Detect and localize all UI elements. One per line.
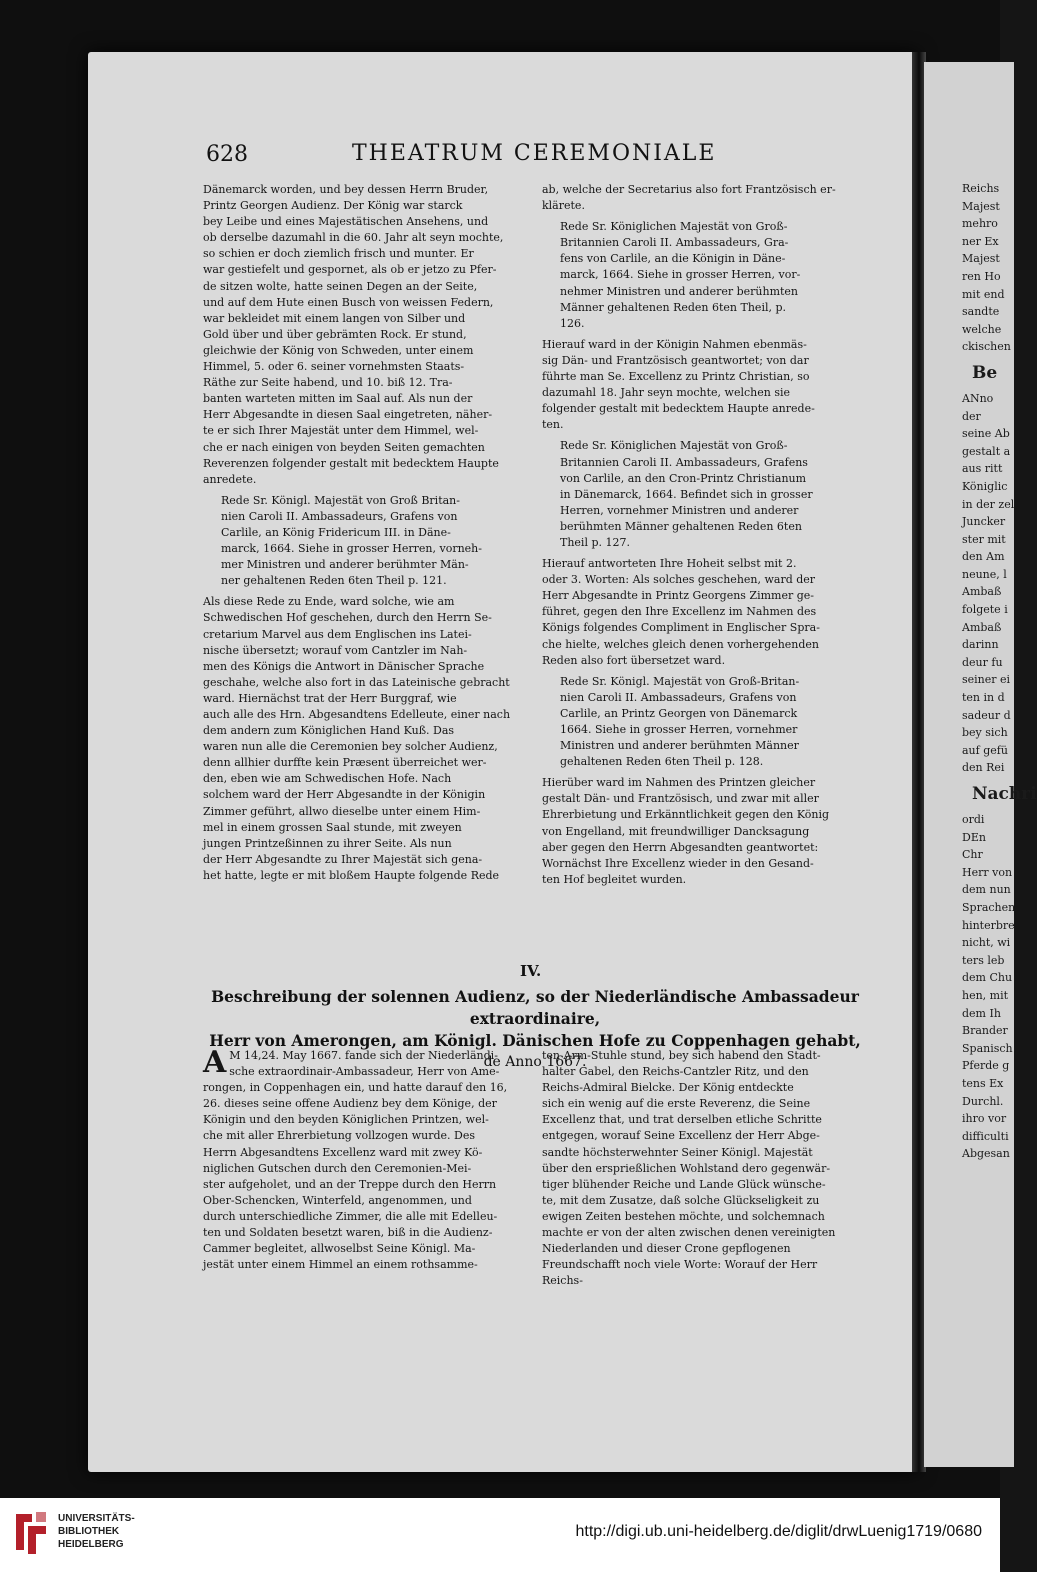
text-line: Königs folgendes Compliment in Englischer Spra-: [542, 621, 820, 635]
text-line: dem andern zum Königlichen Hand Kuß. Das: [203, 724, 455, 738]
text-line: waren nun alle die Ceremonien bey solcher Audienz,: [203, 740, 498, 754]
text-line: oder 3. Worten: Als solches geschehen, ward der: [542, 573, 816, 587]
facing-text-line: deur fu: [962, 655, 1003, 669]
text-line: Ehrerbietung und Erkänntlichkeit gegen den König: [542, 808, 830, 822]
left-paragraph-2: [203, 594, 528, 884]
text-line: mel in einem grossen Saal stunde, mit zweyen: [203, 820, 462, 834]
text-line: durch unterschiedliche Zimmer, die alle mit Edelleu-: [203, 1209, 498, 1223]
facing-text-line: bey sich: [962, 726, 1008, 740]
facing-text-line: Spanisch: [962, 1041, 1013, 1055]
facing-text-line: den Am: [962, 550, 1005, 564]
text-line: bey Leibe und eines Majestätischen Ansehens, und: [203, 215, 489, 229]
text-line: che hielte, welches gleich denen vorhergehenden: [542, 637, 820, 651]
facing-text-line: sandte: [962, 305, 1000, 319]
left-paragraph-1: [203, 182, 528, 488]
text-line: de sitzen wolte, hatte seinen Degen an der Seite,: [203, 279, 478, 293]
text-line: und auf dem Hute einen Busch von weissen Federn,: [203, 295, 494, 309]
text-line: ten.: [542, 418, 564, 432]
text-line: machte er von der alten zwischen denen vereinigten: [542, 1226, 836, 1240]
text-line: tiger blühender Reiche und Lande Glück wünsche-: [542, 1177, 826, 1191]
facing-text-line: ANno: [962, 391, 994, 405]
text-line: aber gegen den Herrn Abgesandten geantwortet:: [542, 840, 819, 854]
facing-page: [924, 62, 1037, 1467]
facing-text-line: Ambaß: [962, 585, 1002, 599]
text-line: anredete.: [203, 472, 257, 486]
facing-text-line: ten in d: [962, 691, 1005, 705]
text-line: Königin und den beyden Königlichen Printzen, wel-: [203, 1113, 489, 1127]
text-line: ab, welche der Secretarius also fort Frantzösisch er-: [542, 183, 836, 196]
text-line: entgegen, worauf Seine Excellenz der Herr Abge-: [542, 1129, 820, 1143]
reference-line: Britannien Caroli II. Ambassadeurs, Gra-: [560, 236, 789, 250]
text-line: che mit aller Ehrerbietung vollzogen wurde. Des: [203, 1129, 476, 1143]
text-line: geschahe, welche also fort in das Lateinische gebracht: [203, 675, 510, 689]
viewer-footer: [0, 1498, 1000, 1572]
text-line: Niederlanden und dieser Crone gepflogenen: [542, 1242, 791, 1256]
facing-text-line: Ambaß: [962, 620, 1002, 634]
facing-page-heading-2: Nachri: [972, 784, 1037, 804]
text-line: war bekleidet mit einem langen von Silber und: [203, 311, 466, 325]
facing-text-line: mehro: [962, 217, 998, 231]
reference-line: Britannien Caroli II. Ambassadeurs, Grafens: [560, 455, 808, 469]
reference-line: Rede Sr. Königlichen Majestät von Groß-: [560, 439, 788, 453]
facing-text-line: nicht, wi: [962, 936, 1011, 950]
text-line: auch alle des Hrn. Abgesandtens Edelleute, einer nach: [203, 708, 511, 721]
reference-line: nien Caroli II. Ambassadeurs, Grafens von: [221, 509, 458, 523]
reference-line: Rede Sr. Königl. Majestät von Groß-Britan-: [560, 674, 800, 688]
library-name-line-3: HEIDELBERG: [58, 1539, 124, 1550]
right-paragraph-3: [542, 556, 864, 669]
section-number: IV.: [520, 962, 542, 980]
facing-text-line: hinterbre: [962, 918, 1015, 932]
facing-text-line: Majest: [962, 199, 1000, 213]
facing-text-line: neune, l: [962, 567, 1007, 581]
text-line: Als diese Rede zu Ende, ward solche, wie am: [203, 595, 455, 609]
text-line: Hierauf antworteten Ihre Hoheit selbst mit 2.: [542, 557, 797, 571]
facing-text-line: Reichs: [962, 182, 1000, 195]
text-line: Gold über und über gebrämten Rock. Er stund,: [203, 327, 467, 341]
section-dateline: de Anno 1667.: [483, 1054, 587, 1070]
reference-line: nien Caroli II. Ambassadeurs, Grafens von: [560, 690, 797, 704]
reference-line: Rede Sr. Königl. Majestät von Groß Britan-: [221, 493, 460, 507]
running-title: THEATRUM CEREMONIALE: [352, 141, 717, 166]
text-line: sich ein wenig auf die erste Reverenz, die Seine: [542, 1097, 811, 1111]
text-line: men des Königs die Antwort in Dänischer Sprache: [203, 659, 485, 673]
text-line: Reichs-Admiral Bielcke. Der König entdeckte: [542, 1081, 794, 1095]
text-line: Excellenz that, und trat derselben etliche Schritte: [542, 1113, 822, 1127]
facing-text-line: folgete i: [962, 603, 1008, 617]
facing-text-line: Brander: [962, 1024, 1008, 1038]
text-line: Reverenzen folgender gestalt mit bedecktem Haupte: [203, 456, 499, 470]
text-line: jestät unter einem Himmel an einem rothsamme-: [203, 1258, 478, 1272]
facing-text-line: welche: [962, 322, 1002, 336]
text-line: Zimmer geführt, allwo dieselbe unter einem Him-: [203, 804, 481, 818]
facing-text-line: Herr von: [962, 865, 1013, 879]
reference-line: 126.: [560, 316, 585, 330]
facing-text-line: ters leb: [962, 953, 1005, 967]
reference-line: nehmer Ministren und anderer berühmten: [560, 284, 799, 298]
text-line: ewigen Zeiten bestehen möchte, und solchemnach: [542, 1209, 825, 1223]
bottom-right-column: [542, 1048, 864, 1289]
reference-line: in Dänemarck, 1664. Befindet sich in grosser: [560, 487, 813, 501]
reference-line: Carlile, an Printz Georgen von Dänemarck: [560, 706, 798, 720]
facing-text-line: den Rei: [962, 761, 1005, 775]
facing-text-line: mit end: [962, 287, 1005, 301]
facing-text-line: difficulti: [962, 1129, 1009, 1143]
text-line: dazumahl 18. Jahr seyn mochte, welchen sie: [542, 386, 790, 400]
text-line: halter Gabel, den Reichs-Cantzler Ritz, und den: [542, 1065, 809, 1079]
right-paragraph-4: [542, 775, 864, 888]
reference-line: mer Ministren und anderer berühmter Män-: [221, 558, 469, 572]
text-line: Ober-Schencken, Winterfeld, angenommen, und: [203, 1193, 472, 1207]
text-line: Freundschafft noch viele Worte: Worauf der Herr: [542, 1258, 818, 1272]
facing-text-line: seine Ab: [962, 427, 1010, 441]
text-line: Dänemarck worden, und bey dessen Herrn Bruder,: [203, 183, 489, 196]
facing-text-line: ner Ex: [962, 234, 999, 248]
text-line: führte man Se. Excellenz zu Printz Christian, so: [542, 370, 810, 384]
facing-page-text-3: [924, 811, 1014, 1163]
text-line: che er nach einigen von beyden Seiten gemachten: [203, 440, 485, 454]
text-line: banten warteten mitten im Saal auf. Als nun der: [203, 392, 473, 406]
university-library-logo-icon: [12, 1508, 50, 1556]
text-line: te er sich Ihrer Majestät unter dem Himmel, wel-: [203, 424, 479, 438]
reference-line: fens von Carlile, an die Königin in Däne-: [560, 252, 786, 266]
reference-line: Carlile, an König Fridericum III. in Däne-: [221, 525, 451, 539]
facing-text-line: gestalt a: [962, 444, 1011, 458]
reference-line: Männer gehaltenen Reden 6ten Theil, p.: [560, 300, 787, 314]
text-line: ob derselbe dazumahl in die 60. Jahr alt seyn mochte,: [203, 231, 504, 245]
reference-line: gehaltenen Reden 6ten Theil p. 128.: [560, 755, 764, 769]
bottom-left-paragraph: [203, 1045, 528, 1273]
text-line: ten und Soldaten besetzt waren, biß in die Audienz-: [203, 1226, 493, 1240]
left-column: [203, 182, 528, 884]
text-line: war gestiefelt und gespornet, als ob er jetzo zu Pfer-: [203, 263, 497, 277]
facing-text-line: Durchl.: [962, 1094, 1004, 1108]
bottom-right-paragraph: [542, 1048, 864, 1289]
facing-text-line: Majest: [962, 252, 1000, 266]
facing-page-text-2: [924, 390, 1014, 777]
text-line: ward. Hiernächst trat der Herr Burggraf, wie: [203, 691, 457, 705]
text-line: ster aufgeholet, und an der Treppe durch den Herrn: [203, 1177, 497, 1191]
facing-text-line: Königlic: [962, 479, 1008, 493]
facing-text-line: Chr: [962, 848, 983, 862]
facing-text-line: der: [962, 409, 981, 423]
text-line: gestalt Dän- und Frantzösisch, und zwar mit aller: [542, 792, 819, 806]
text-line: sig Dän- und Frantzösisch geantwortet; von dar: [542, 353, 809, 367]
text-line: über den ersprießlichen Wohlstand dero gegenwär-: [542, 1161, 831, 1175]
right-column: [542, 182, 864, 888]
text-line: Räthe zur Seite habend, und 10. biß 12. Tra-: [203, 376, 453, 390]
text-line: jungen Printzeßinnen zu ihrer Seite. Als nun: [203, 836, 452, 850]
text-line: folgender gestalt mit bedecktem Haupte anrede-: [542, 402, 815, 416]
facing-text-line: seiner ei: [962, 673, 1011, 687]
text-line: Reichs-: [542, 1274, 583, 1288]
facing-page-text: [924, 180, 1014, 356]
facing-text-line: aus ritt: [962, 462, 1003, 476]
text-line: niglichen Gutschen durch den Ceremonien-Mei-: [203, 1161, 472, 1175]
section-title-line-2: Herr von Amerongen, am Königl. Dänischen Hofe zu Coppenhagen gehabt,: [209, 1031, 861, 1050]
reference-line: Ministren und anderer berühmten Männer: [560, 739, 799, 753]
text-line: Printz Georgen Audienz. Der König war starck: [203, 199, 463, 213]
text-line: 26. dieses seine offene Audienz bey dem Könige, der: [203, 1097, 497, 1111]
facing-text-line: ckischen: [962, 340, 1011, 354]
text-line: Cammer begleitet, allwoselbst Seine Königl. Ma-: [203, 1242, 476, 1256]
library-name-line-1: UNIVERSITÄTS-: [58, 1513, 135, 1524]
right-speech-reference-3: [542, 674, 864, 771]
text-line: solchem ward der Herr Abgesandte in der Königin: [203, 788, 486, 802]
section-title-line-1: Beschreibung der solennen Audienz, so der Niederländische Ambassadeur extraordinaire,: [211, 987, 859, 1028]
text-line: so schien er doch ziemlich frisch und munter. Er: [203, 247, 474, 261]
text-line: Reden also fort übersetzet ward.: [542, 653, 726, 667]
text-line: Wornächst Ihre Excellenz wieder in den Gesand-: [542, 856, 814, 870]
text-line: von Engelland, mit freundwilliger Dancksagung: [542, 824, 810, 838]
text-line: Herr Abgesandte in Printz Georgens Zimmer ge-: [542, 589, 814, 603]
reference-line: berühmten Männer gehaltenen Reden 6ten: [560, 519, 802, 533]
text-line: Herrn Abgesandtens Excellenz ward mit zwey Kö-: [203, 1145, 483, 1159]
facing-text-line: auf gefü: [962, 743, 1008, 757]
text-line: Hierüber ward im Nahmen des Printzen gleicher: [542, 776, 816, 790]
bottom-left-column: [203, 1045, 528, 1273]
reference-line: 1664. Siehe in grosser Herren, vornehmer: [560, 723, 798, 736]
facing-text-line: ren Ho: [962, 269, 1001, 283]
facing-text-line: sadeur d: [962, 708, 1011, 722]
text-line: klärete.: [542, 199, 585, 213]
facing-text-line: in der zel: [962, 497, 1015, 511]
facing-text-line: dem Ih: [962, 1006, 1001, 1020]
text-line: ten Hof begleitet wurden.: [542, 872, 687, 886]
text-line: gleichwie der König von Schweden, unter einem: [203, 343, 474, 357]
reference-line: marck, 1664. Siehe in grosser Herren, vorneh-: [221, 542, 482, 556]
permalink-url[interactable]: http://digi.ub.uni-heidelberg.de/diglit/drwLuenig1719/0680: [575, 1523, 982, 1540]
right-speech-reference-2: [542, 438, 864, 551]
text-line: Schwedischen Hof geschehen, durch den Herrn Se-: [203, 611, 492, 625]
reference-line: Theil p. 127.: [560, 535, 630, 549]
facing-text-line: Juncker: [962, 515, 1006, 529]
facing-text-line: ihro vor: [962, 1112, 1007, 1126]
text-line: het hatte, legte er mit bloßem Haupte folgende Rede: [203, 868, 500, 882]
facing-text-line: ordi: [962, 813, 985, 826]
reference-line: marck, 1664. Siehe in grosser Herren, vor-: [560, 268, 801, 282]
reference-line: ner gehaltenen Reden 6ten Theil p. 121.: [221, 574, 447, 588]
facing-text-line: Sprachen: [962, 900, 1016, 914]
library-name-line-2: BIBLIOTHEK: [58, 1526, 120, 1537]
left-speech-reference: [203, 493, 528, 590]
text-line: nische übersetzt; worauf vom Cantzler im Nah-: [203, 643, 468, 657]
right-paragraph-1: [542, 182, 864, 214]
text-line: te, mit dem Zusatze, daß solche Glückseligkeit zu: [542, 1193, 820, 1207]
facing-text-line: Abgesan: [962, 1147, 1010, 1161]
text-line: M 14,24. May 1667. fande sich der Niederländi-: [229, 1049, 498, 1062]
text-line: denn allhier durffte kein Præsent überreichet wer-: [203, 756, 487, 770]
text-line: führet, gegen den Ihre Excellenz im Nahmen des: [542, 605, 817, 619]
facing-text-line: hen, mit: [962, 988, 1009, 1002]
facing-text-line: Pferde g: [962, 1059, 1010, 1073]
text-line: rongen, in Coppenhagen ein, und hatte darauf den 16,: [203, 1081, 508, 1095]
text-line: sandte höchsterwehnter Seiner Königl. Majestät: [542, 1145, 813, 1159]
text-line: Hierauf ward in der Königin Nahmen ebenmäs-: [542, 337, 807, 351]
text-line: cretarium Marvel aus dem Englischen ins Latei-: [203, 627, 472, 641]
facing-text-line: DEn: [962, 830, 986, 844]
facing-text-line: tens Ex: [962, 1076, 1004, 1090]
facing-text-line: darinn: [962, 638, 999, 652]
facing-text-line: dem Chu: [962, 971, 1013, 985]
reference-line: Herren, vornehmer Ministren und anderer: [560, 503, 799, 517]
right-speech-reference-1: [542, 219, 864, 332]
text-line: Herr Abgesandte in diesen Saal eingetreten, näher-: [203, 408, 493, 422]
text-line: Himmel, 5. oder 6. seiner vornehmsten Staats-: [203, 360, 465, 374]
facing-text-line: ster mit: [962, 532, 1006, 546]
text-line: den, eben wie am Schwedischen Hofe. Nach: [203, 772, 452, 786]
text-line: der Herr Abgesandte zu Ihrer Majestät sich gena-: [203, 852, 483, 866]
page-number: 628: [206, 142, 248, 167]
text-line: sche extraordinair-Ambassadeur, Herr von Ame-: [229, 1065, 500, 1079]
facing-text-line: dem nun: [962, 883, 1011, 897]
facing-page-heading: Be: [972, 362, 998, 383]
reference-line: Rede Sr. Königlichen Majestät von Groß-: [560, 220, 788, 234]
text-line: ten Arm-Stuhle stund, bey sich habend den Stadt-: [542, 1049, 821, 1062]
library-name: [58, 1512, 135, 1551]
drop-cap: A: [203, 1045, 227, 1080]
reference-line: von Carlile, an den Cron-Printz Christianum: [560, 471, 807, 485]
right-paragraph-2: [542, 337, 864, 434]
